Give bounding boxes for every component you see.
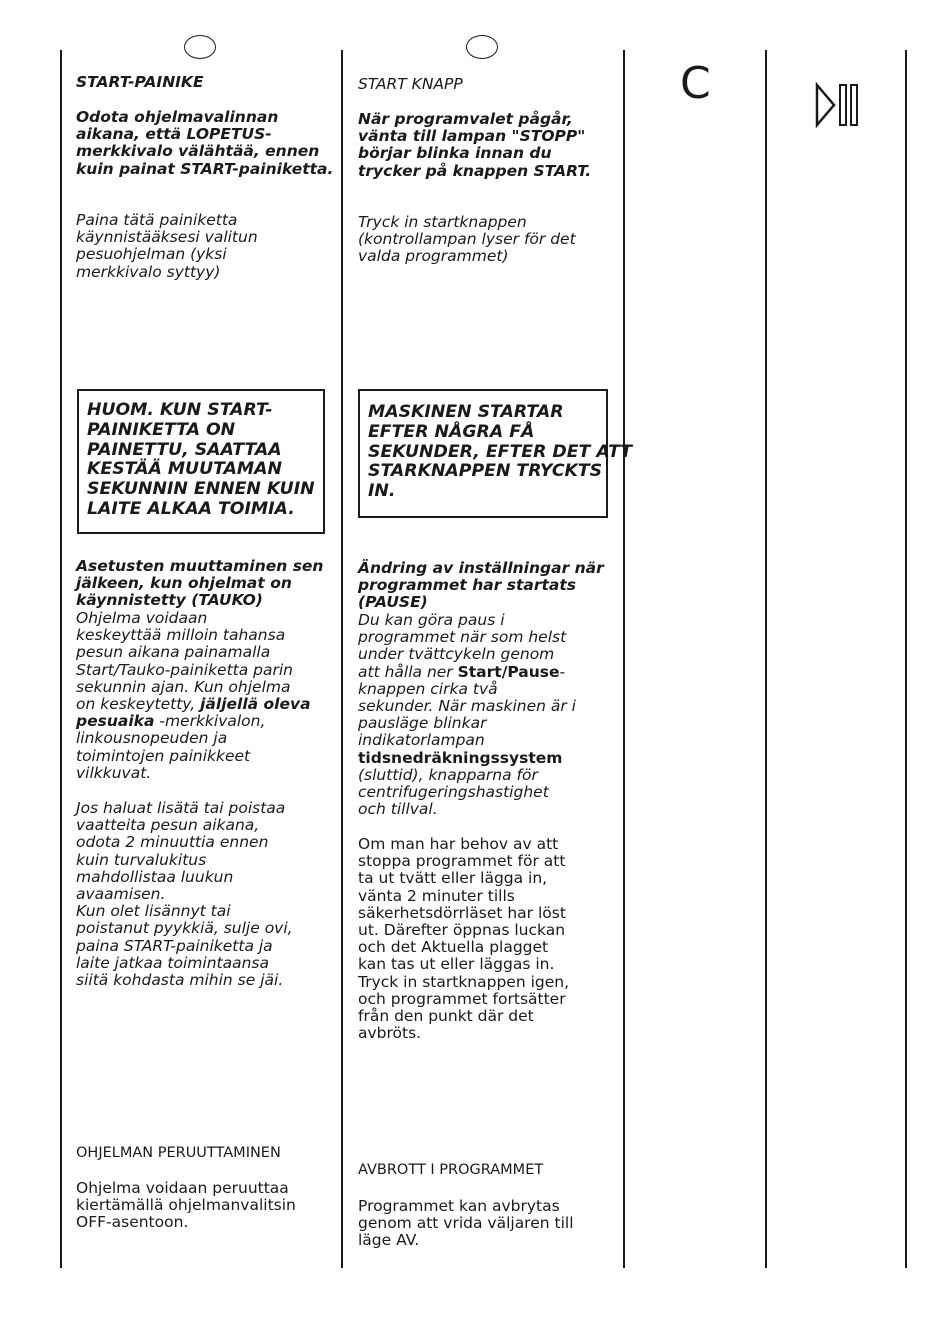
cancel-heading: AVBROTT I PROGRAMMET [358,1162,544,1178]
pause-text-emphasis: jäljellä oleva pesuaika [76,695,311,731]
note-text: HUOM. KUN START- PAINIKETTA ON PAINETTU, SAATTAA KESTÄÄ MUUTAMAN SEKUNNIN ENNEN KUIN LAITE ALKAA TOIMIA. [87,400,315,519]
pause-heading: Asetusten muuttaminen sen jälkeen, kun ohjelmat on käynnistetty (TAUKO) [76,557,324,610]
pause-text-part: - knappen cirka två sekunder. När maskinen är i pausläge blinkar indikatorlampan [358,662,576,750]
note-text: MASKINEN STARTAR EFTER NÅGRA FÅ SEKUNDER, EFTER DET ATT STARKNAPPEN TRYCKTS IN. [368,402,633,502]
c-column-letter: C [680,58,711,109]
wait-instruction: När programvalet pågår, vänta till lampan "STOPP" börjar blinka innan du trycker på knappen START. [358,110,592,180]
cancel-text: Ohjelma voidaan peruuttaa kiertämällä ohjelmanvalitsin OFF-asentoon. [76,1179,296,1232]
column-divider-right [905,50,907,1268]
play-pause-icon [814,82,864,128]
pause-text-emphasis: Start/Pause [457,662,560,681]
add-remove-text: Jos haluat lisätä tai poistaa vaatteita pesun aikana, odota 2 minuuttia ennen kuin turvalukitus mahdollistaa luukun avaamisen. Kun olet lisännyt tai poistanut pyykkiä, sulje ovi, paina START-painiketta ja laite jatkaa toimintaansa siitä kohdasta mihin se jäi. [76,799,293,990]
column-divider-2 [623,50,625,1268]
pause-text-part: Ohjelma voidaan keskeyttää milloin tahansa pesun aikana painamalla Start/Tauko-painiketta parin sekunnin ajan. Kun ohjelma on keskeytetty, [76,609,294,714]
section-heading: START KNAPP [358,75,463,93]
pause-text [76,610,311,782]
pause-text-part: (sluttid), knapparna för centrifugeringshastighet och tillval. [358,765,549,819]
pause-text [358,612,576,818]
wait-instruction: Odota ohjelmavalinnan aikana, että LOPETUS- merkkivalo välähtää, ennen kuin painat START-painiketta. [76,108,334,178]
language-circle-icon [184,35,216,59]
column-divider-3 [765,50,767,1268]
press-instruction: Tryck in startknappen (kontrollampan lyser för det valda programmet) [358,213,576,266]
cancel-heading: OHJELMAN PERUUTTAMINEN [76,1145,281,1161]
pause-text-emphasis: tidsnedräkningssystem [358,748,563,767]
note-box [77,389,325,534]
press-instruction: Paina tätä painiketta käynnistääksesi valitun pesuohjelman (yksi merkkivalo syttyy) [76,211,258,281]
pause-text-part: -merkkivalon, linkousnopeuden ja toimintojen painikkeet vilkkuvat. [76,712,266,782]
cancel-text: Programmet kan avbrytas genom att vrida väljaren till läge AV. [358,1197,574,1250]
pause-heading: Ändring av inställningar när programmet har startats (PAUSE) [358,559,604,612]
note-box [358,389,633,518]
column-divider-1 [341,50,343,1268]
pause-text-part: Du kan göra paus i programmet när som helst under tvättcykeln genom att hålla ner [358,611,567,681]
language-circle-icon [466,35,498,59]
add-remove-text: Om man har behov av att stoppa programmet för att ta ut tvätt eller lägga in, vänta 2 minuter tills säkerhetsdörrläset har löst ut. Därefter öppnas luckan och det Aktuella plagget kan tas ut eller läggas in. Tryck in startknappen igen, och programmet fortsätter från den punkt där det avbröts. [358,835,570,1043]
column-divider-left [60,50,62,1268]
section-heading: START-PAINIKE [76,73,204,91]
